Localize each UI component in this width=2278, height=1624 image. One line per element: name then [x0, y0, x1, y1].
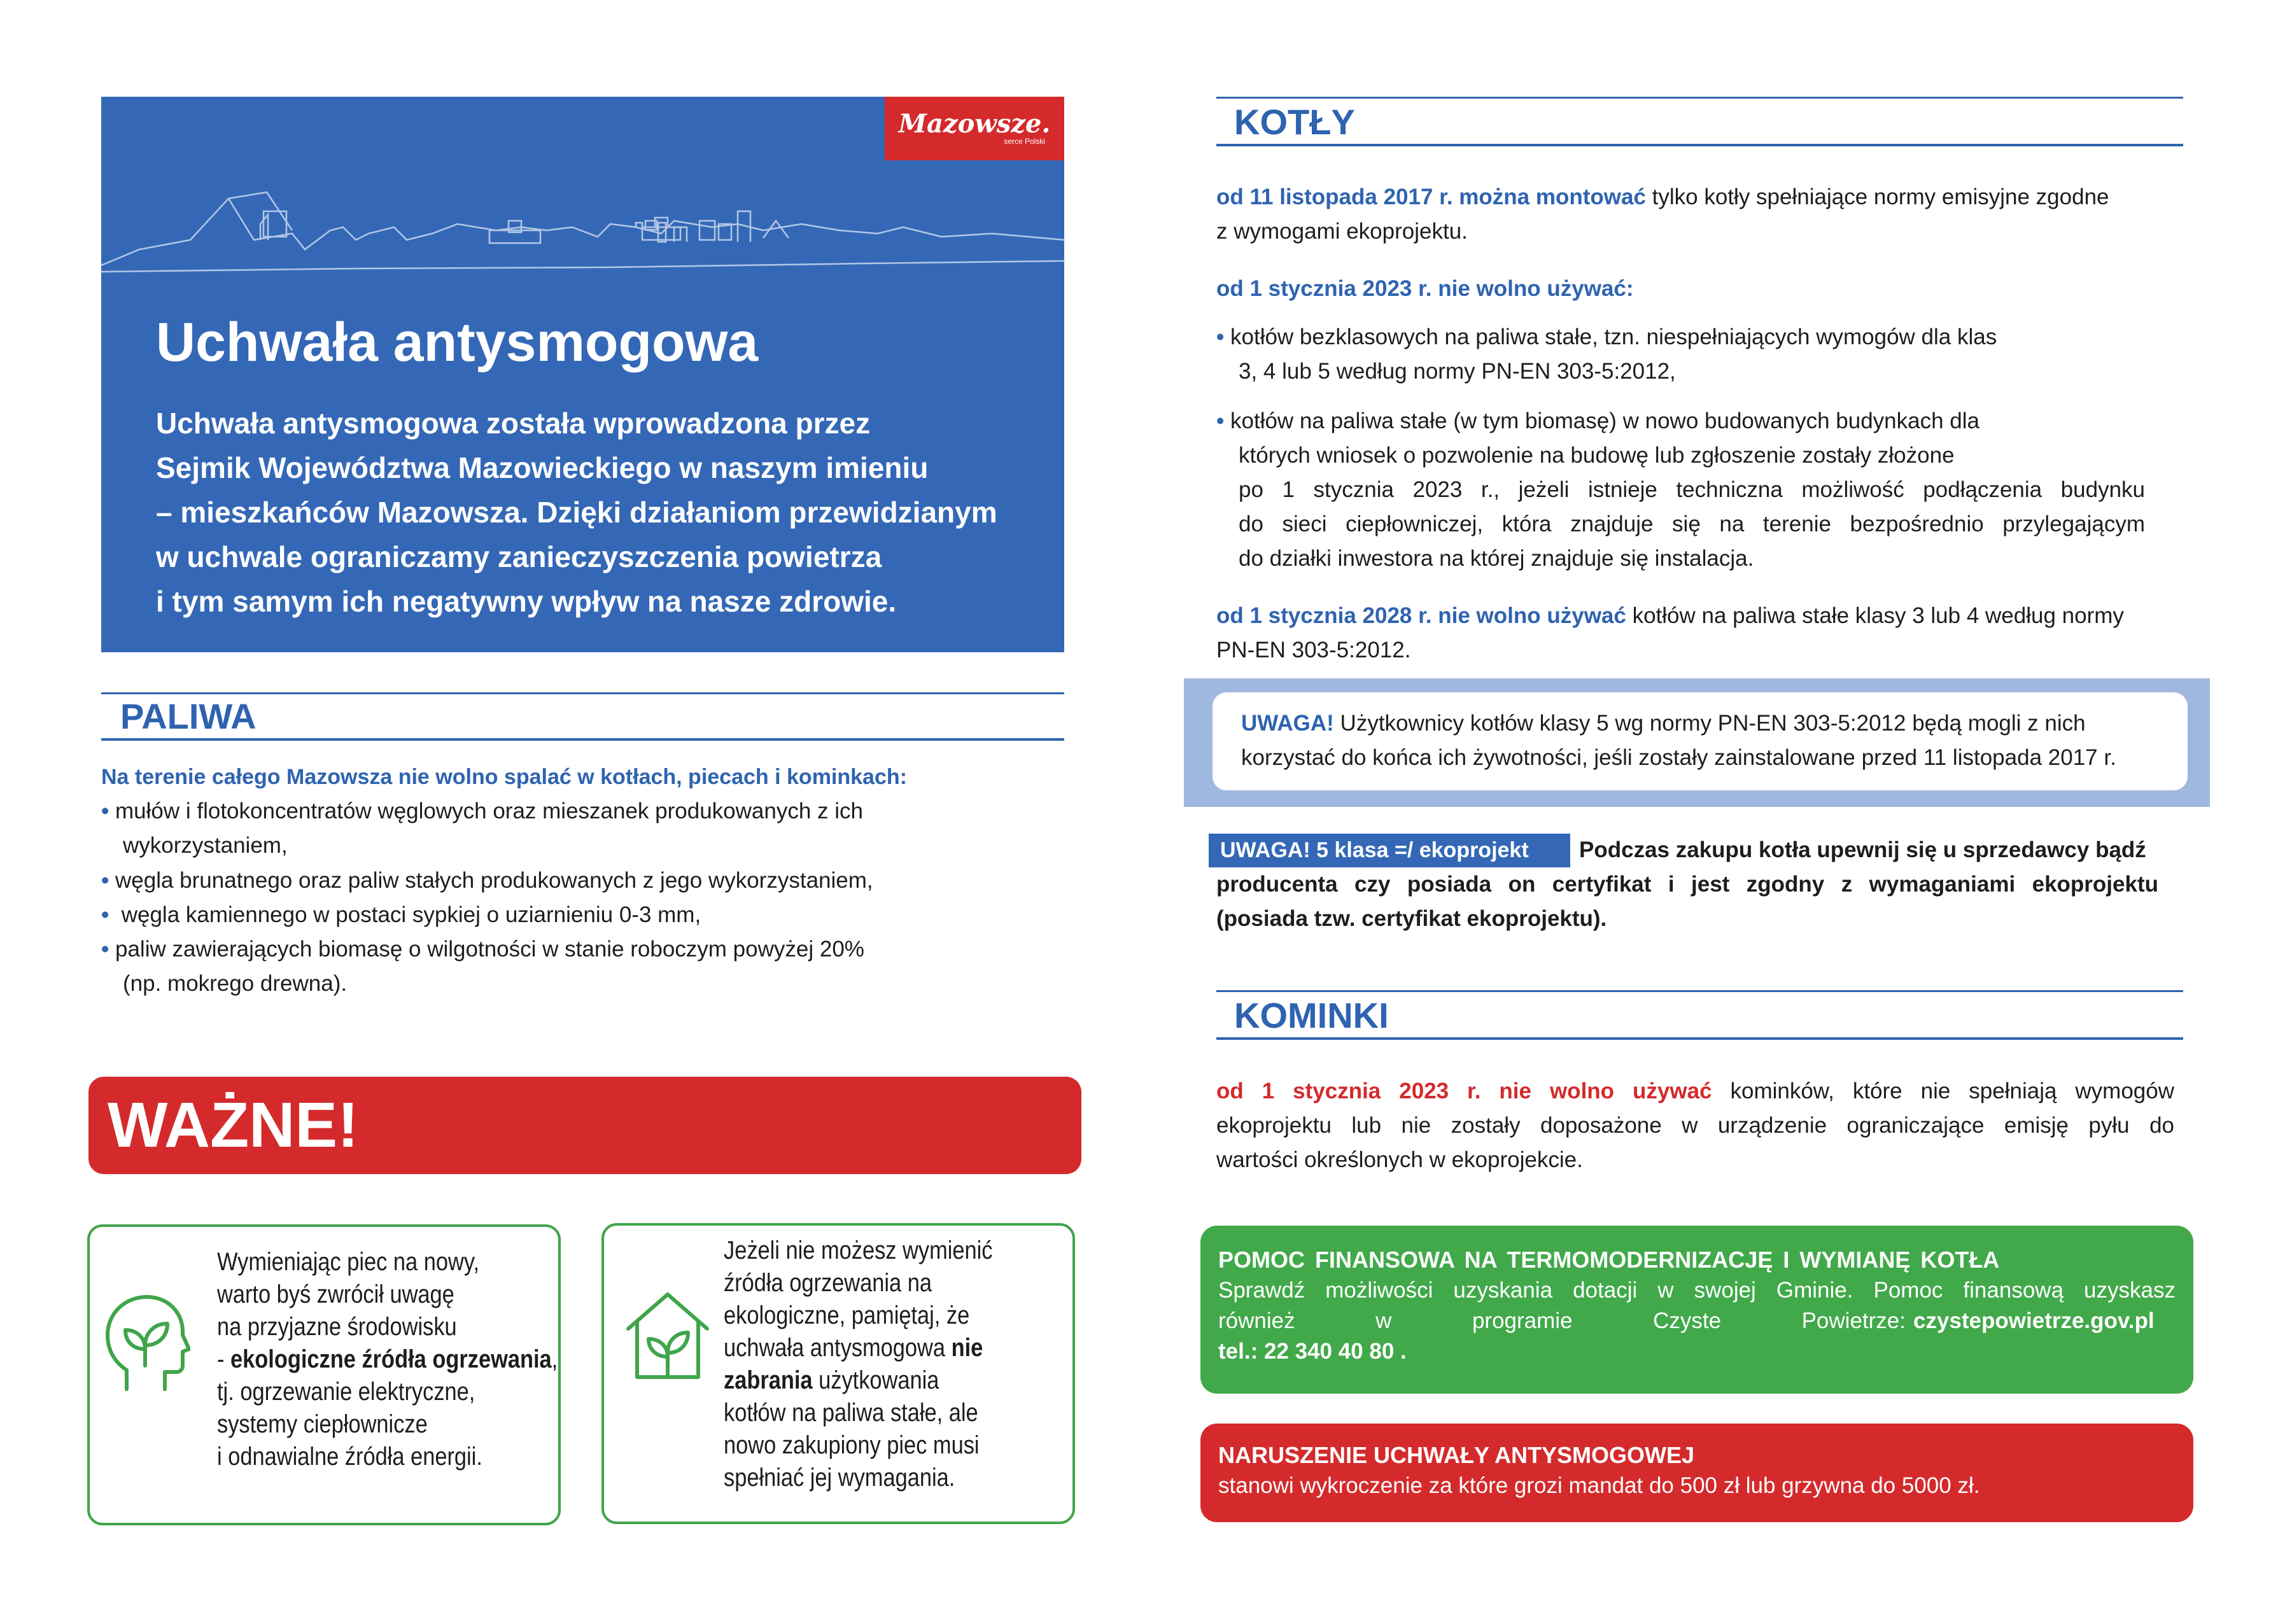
hero-line: Uchwała antysmogowa została wprowadzona przez	[156, 407, 871, 440]
violation-box	[1200, 1424, 2193, 1522]
box-text-line: warto byś zwrócił uwagę	[217, 1280, 454, 1308]
bullet-icon: •	[101, 868, 109, 893]
text-fragment: ,	[551, 1345, 558, 1373]
highlight-text: nie	[951, 1334, 983, 1362]
date-highlight: od 1 stycznia 2028 r. nie wolno używać	[1216, 603, 1626, 628]
list-item-continuation: po 1 stycznia 2023 r., jeżeli istnieje techniczna możliwość podłączenia budynku	[1239, 477, 2145, 502]
financial-help-line: również w programie Czyste Powietrze:	[1218, 1308, 1906, 1333]
list-item-text: węgla brunatnego oraz paliw stałych produkowanych z jego wykorzystaniem,	[115, 868, 873, 893]
uwaga2-line: Podczas zakupu kotła upewnij się u sprzedawcy bądź	[1579, 837, 2146, 862]
box-text-line: tj. ogrzewanie elektryczne,	[217, 1378, 475, 1406]
divider	[1216, 97, 2183, 99]
kotly-section-header	[1216, 97, 2183, 148]
hero-description	[156, 401, 1047, 624]
hero-line: i tym samym ich negatywny wpływ na nasze zdrowie.	[156, 585, 897, 618]
czyste-powietrze-link[interactable]: czystepowietrze.gov.pl	[1913, 1308, 2155, 1333]
text-fragment: kotłów na paliwa stałe klasy 3 lub 4 według normy	[1626, 603, 2124, 628]
wazne-title: WAŻNE!	[108, 1089, 359, 1161]
paliwa-section-header	[101, 692, 1064, 743]
divider	[101, 738, 1064, 741]
uwaga-label: UWAGA!	[1241, 711, 1334, 736]
uwaga-ekoprojekt-badge: UWAGA! 5 klasa =/ ekoprojekt	[1209, 834, 1570, 867]
financial-help-box	[1200, 1226, 2193, 1394]
logo-tagline: serce Polski	[1004, 137, 1045, 146]
phone-number: tel.: 22 340 40 80 .	[1218, 1339, 1407, 1364]
list-item-text: kotłów na paliwa stałe (w tym biomasę) w nowo budowanych budynkach dla	[1230, 409, 1979, 433]
divider	[1216, 1037, 2183, 1040]
box-text-line: i odnawialne źródła energii.	[217, 1443, 482, 1471]
date-highlight: od 1 stycznia 2023 r. nie wolno używać	[1216, 1079, 1712, 1103]
date-highlight: od 11 listopada 2017 r. można montować	[1216, 185, 1646, 209]
head-leaf-icon	[101, 1291, 190, 1396]
box-text-line: spełniać jej wymagania.	[724, 1464, 955, 1492]
logo-wordmark: Mazowsze.	[898, 109, 1051, 139]
text-fragment: uchwała antysmogowa	[724, 1334, 952, 1362]
kotly-heading: KOTŁY	[1234, 102, 1355, 142]
bullet-icon: •	[101, 902, 109, 927]
page-title: Uchwała antysmogowa	[156, 312, 759, 373]
bullet-icon: •	[1216, 325, 1225, 349]
divider	[1216, 144, 2183, 146]
violation-text: stanowi wykroczenie za które grozi mandat do 500 zł lub grzywna do 5000 zł.	[1218, 1473, 1980, 1498]
kotly-paragraph-line: z wymogami ekoprojektu.	[1216, 219, 1468, 244]
date-highlight: od 1 stycznia 2023 r. nie wolno używać:	[1216, 276, 1634, 301]
box-text-line: źródła ogrzewania na	[724, 1269, 932, 1297]
wazne-banner	[88, 1077, 1081, 1174]
highlight-text: zabrania	[724, 1366, 813, 1394]
uwaga-line: korzystać do końca ich żywotności, jeśli zostały zainstalowane przed 11 listopada 2017 r.	[1241, 745, 2116, 770]
violation-title: NARUSZENIE UCHWAŁY ANTYSMOGOWEJ	[1218, 1442, 1695, 1468]
list-item	[1216, 404, 1979, 438]
kotly-paragraph-line: PN-EN 303-5:2012.	[1216, 638, 1411, 662]
kotly-paragraph	[1216, 180, 2109, 214]
list-item-text: kotłów bezklasowych na paliwa stałe, tzn. niespełniających wymogów dla klas	[1230, 325, 1997, 349]
uwaga-notice	[1213, 692, 2188, 790]
list-item-continuation: (np. mokrego drewna).	[123, 971, 348, 996]
list-item-text: paliw zawierających biomasę o wilgotności w stanie roboczym powyżej 20%	[115, 937, 864, 962]
hero-banner	[101, 97, 1064, 652]
bullet-icon: •	[1216, 409, 1225, 433]
list-item-text: mułów i flotokoncentratów węglowych oraz mieszanek produkowanych z ich	[115, 799, 863, 823]
box-text-line: kotłów na paliwa stałe, ale	[724, 1399, 978, 1427]
box-text-line	[724, 1364, 939, 1397]
box-text-line: na przyjazne środowisku	[217, 1313, 457, 1341]
uwaga2-line: (posiada tzw. certyfikat ekoprojektu).	[1216, 906, 1607, 931]
text-fragment: użytkowania	[812, 1366, 939, 1394]
paliwa-intro: Na terenie całego Mazowsza nie wolno spalać w kotłach, piecach i kominkach:	[101, 765, 907, 789]
hero-line: w uchwale ograniczamy zanieczyszczenia powietrza	[156, 540, 882, 573]
list-item	[1216, 320, 1997, 354]
list-item-continuation: których wniosek o pozwolenie na budowę lub zgłoszenie zostały złożone	[1239, 443, 1955, 468]
uwaga-line	[1241, 706, 2086, 741]
paliwa-heading: PALIWA	[120, 696, 257, 736]
box-text-line	[724, 1332, 983, 1364]
text-fragment: tylko kotły spełniające normy emisyjne zgodne	[1645, 185, 2109, 209]
text-fragment: kominków, które nie spełniają wymogów	[1712, 1079, 2174, 1103]
box-text-line: nowo zakupiony piec musi	[724, 1431, 980, 1459]
financial-help-title: POMOC FINANSOWA NA TERMOMODERNIZACJĘ I WYMIANĘ KOTŁA	[1218, 1247, 2000, 1273]
hero-line: Sejmik Województwa Mazowieckiego w naszym imieniu	[156, 451, 929, 484]
text-fragment: Użytkownicy kotłów klasy 5 wg normy PN-EN 303-5:2012 będą mogli z nich	[1333, 711, 2086, 736]
hero-line: – mieszkańców Mazowsza. Dzięki działaniom przewidzianym	[156, 496, 997, 529]
highlight-text: ekologiczne źródła ogrzewania	[230, 1345, 552, 1373]
list-item	[101, 794, 863, 829]
kominki-paragraph	[1216, 1074, 2174, 1109]
list-item-continuation: do sieci ciepłowniczej, która znajduje się na terenie bezpośrednio przylegającym	[1239, 512, 2145, 536]
box-text-line: Wymieniając piec na nowy,	[217, 1248, 480, 1276]
divider	[1216, 990, 2183, 992]
bullet-icon: •	[101, 937, 109, 962]
kominki-paragraph-line: wartości określonych w ekoprojekcie.	[1216, 1147, 1583, 1172]
uwaga-notice-frame	[1184, 678, 2210, 807]
bullet-icon: •	[101, 799, 109, 823]
list-item-continuation: do działki inwestora na której znajduje się instalacja.	[1239, 546, 1754, 571]
list-item-continuation: 3, 4 lub 5 według normy PN-EN 303-5:2012,	[1239, 359, 1676, 384]
uwaga2-line: producenta czy posiada on certyfikat i jest zgodny z wymaganiami ekoprojektu	[1216, 872, 2158, 897]
box-text-line: Jeżeli nie możesz wymienić	[724, 1236, 993, 1264]
kominki-section-header	[1216, 990, 2183, 1041]
list-item	[101, 864, 873, 898]
eco-heating-tip-box	[87, 1224, 561, 1525]
list-item	[101, 898, 701, 932]
kominki-heading: KOMINKI	[1234, 995, 1389, 1035]
old-boiler-tip-box	[601, 1223, 1075, 1524]
box-text-line: systemy ciepłownicze	[217, 1410, 428, 1438]
box-text-line: ekologiczne, pamiętaj, że	[724, 1301, 970, 1329]
kotly-paragraph	[1216, 599, 2124, 633]
list-item-continuation: wykorzystaniem,	[123, 833, 288, 858]
house-leaf-icon	[623, 1288, 712, 1383]
box-text-line	[217, 1343, 558, 1376]
list-item-text: węgla kamiennego w postaci sypkiej o uziarnieniu 0-3 mm,	[121, 902, 701, 927]
divider	[101, 692, 1064, 694]
financial-help-line: Sprawdź możliwości uzyskania dotacji w swojej Gminie. Pomoc finansową uzyskasz	[1218, 1278, 2176, 1303]
mazowsze-logo	[885, 97, 1064, 160]
kominki-paragraph-line: ekoprojektu lub nie zostały doposażone w urządzenie ograniczające emisję pyłu do	[1216, 1113, 2174, 1138]
list-item	[101, 932, 864, 967]
text-fragment: -	[217, 1345, 231, 1373]
